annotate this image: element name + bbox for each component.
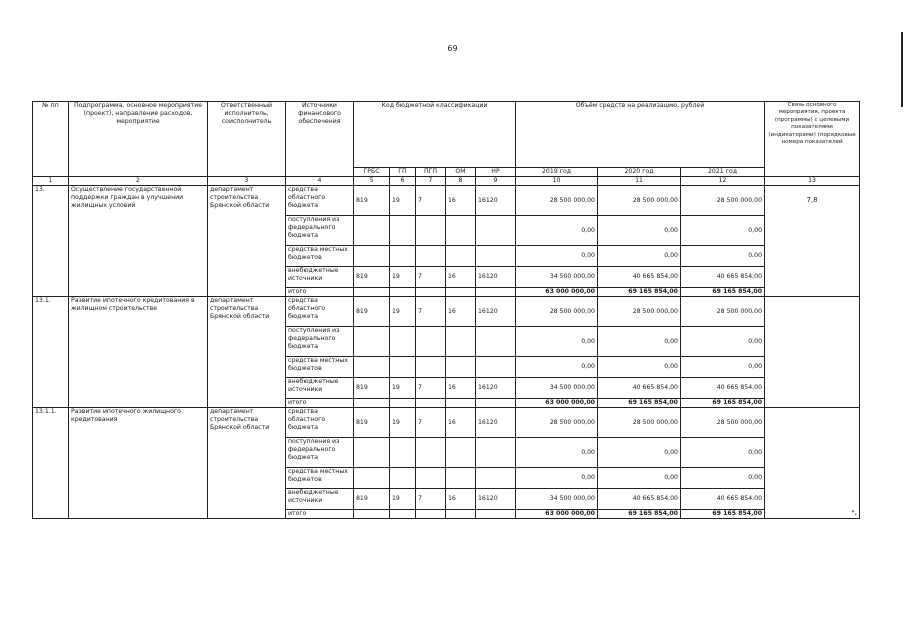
code-pgp	[416, 510, 446, 519]
code-grbs: 819	[354, 408, 390, 438]
value-2020: 0,00	[598, 357, 681, 378]
column-number-row	[33, 177, 860, 186]
value-2019: 0,00	[516, 438, 598, 468]
row-link: 7,8	[765, 186, 860, 297]
header-volume: Объём средств на реализацию, рублей	[516, 102, 765, 168]
code-pgp: 7	[416, 489, 446, 510]
header-year-2021: 2021 год	[681, 168, 765, 177]
row-source: внебюджетные источники	[286, 267, 354, 288]
total-2019: 63 000 000,00	[516, 510, 598, 519]
code-gp	[390, 510, 416, 519]
code-pgp	[416, 357, 446, 378]
code-pgp: 7	[416, 378, 446, 399]
row-source: средства областного бюджета	[286, 186, 354, 216]
code-om: 16	[446, 408, 476, 438]
code-om	[446, 246, 476, 267]
column-number: 10	[516, 177, 598, 186]
budget-table	[32, 101, 860, 519]
column-number: 1	[33, 177, 69, 186]
value-2021: 28 500 000,00	[681, 297, 765, 327]
total-2020: 69 165 854,00	[598, 510, 681, 519]
value-2021: 0,00	[681, 216, 765, 246]
code-pgp	[416, 246, 446, 267]
value-2020: 0,00	[598, 327, 681, 357]
value-2021: 0,00	[681, 327, 765, 357]
code-om	[446, 510, 476, 519]
code-gp	[390, 468, 416, 489]
code-gp: 19	[390, 297, 416, 327]
value-2020: 0,00	[598, 216, 681, 246]
column-number: 4	[286, 177, 354, 186]
code-pgp	[416, 399, 446, 408]
value-2019: 34 500 000,00	[516, 267, 598, 288]
row-num: 13.	[33, 186, 69, 297]
value-2021: 40 665 854,00	[681, 378, 765, 399]
column-number: 12	[681, 177, 765, 186]
header-row	[33, 102, 860, 168]
header-pgp: ПГП	[416, 168, 446, 177]
total-2021: 69 165 854,00	[681, 510, 765, 519]
row-name: Развитие ипотечного кредитования в жилищном строительстве	[69, 297, 208, 408]
code-gp: 19	[390, 378, 416, 399]
column-number: 3	[208, 177, 286, 186]
row-source: средства областного бюджета	[286, 297, 354, 327]
code-gp: 19	[390, 408, 416, 438]
header-year-2019: 2019 год	[516, 168, 598, 177]
code-pgp	[416, 327, 446, 357]
header-nr: НР	[476, 168, 516, 177]
code-grbs	[354, 288, 390, 297]
code-om	[446, 216, 476, 246]
header-num: № пп	[33, 102, 69, 177]
total-2020: 69 165 854,00	[598, 399, 681, 408]
value-2019: 0,00	[516, 468, 598, 489]
code-pgp: 7	[416, 297, 446, 327]
code-nr: 16120	[476, 186, 516, 216]
row-responsible: департамент строительства Брянской области	[208, 408, 286, 519]
code-pgp	[416, 438, 446, 468]
code-pgp	[416, 216, 446, 246]
value-2021: 0,00	[681, 357, 765, 378]
code-pgp	[416, 468, 446, 489]
row-name: Осуществление государственной поддержки граждан в улучшении жилищных условий	[69, 186, 208, 297]
code-pgp: 7	[416, 408, 446, 438]
code-nr	[476, 216, 516, 246]
column-number: 2	[69, 177, 208, 186]
value-2020: 40 665 854,00	[598, 489, 681, 510]
code-grbs	[354, 399, 390, 408]
column-number: 9	[476, 177, 516, 186]
code-nr	[476, 288, 516, 297]
code-pgp	[416, 288, 446, 297]
column-number: 7	[416, 177, 446, 186]
row-source: итого	[286, 510, 354, 519]
row-source: поступления из федерального бюджета	[286, 327, 354, 357]
total-2021: 69 165 854,00	[681, 399, 765, 408]
code-grbs	[354, 357, 390, 378]
value-2019: 0,00	[516, 327, 598, 357]
row-source: внебюджетные источники	[286, 489, 354, 510]
value-2019: 0,00	[516, 216, 598, 246]
row-responsible: департамент строительства Брянской области	[208, 186, 286, 297]
value-2020: 28 500 000,00	[598, 408, 681, 438]
code-pgp: 7	[416, 186, 446, 216]
code-grbs: 819	[354, 267, 390, 288]
value-2021: 40 665 854,00	[681, 267, 765, 288]
total-2020: 69 165 854,00	[598, 288, 681, 297]
code-gp: 19	[390, 267, 416, 288]
row-num: 13.1.	[33, 297, 69, 408]
code-nr: 16120	[476, 297, 516, 327]
value-2021: 0,00	[681, 438, 765, 468]
code-nr	[476, 438, 516, 468]
code-gp	[390, 327, 416, 357]
value-2019: 0,00	[516, 357, 598, 378]
total-2021: 69 165 854,00	[681, 288, 765, 297]
row-source: средства местных бюджетов	[286, 246, 354, 267]
header-sources: Источники финансового обеспечения	[286, 102, 354, 177]
code-grbs	[354, 510, 390, 519]
value-2020: 28 500 000,00	[598, 297, 681, 327]
code-grbs	[354, 468, 390, 489]
code-gp	[390, 357, 416, 378]
code-om: 16	[446, 186, 476, 216]
column-number: 5	[354, 177, 390, 186]
code-gp	[390, 438, 416, 468]
column-number: 13	[765, 177, 860, 186]
code-om	[446, 288, 476, 297]
row-source: итого	[286, 399, 354, 408]
value-2020: 0,00	[598, 438, 681, 468]
code-gp: 19	[390, 489, 416, 510]
code-grbs: 819	[354, 378, 390, 399]
code-om: 16	[446, 378, 476, 399]
code-om	[446, 399, 476, 408]
code-nr: 16120	[476, 408, 516, 438]
row-source: средства местных бюджетов	[286, 468, 354, 489]
header-link: Связь основного мероприятия, проекта (программы) с целевыми показателями (индикаторами) (порядковые номера показателей	[765, 102, 860, 177]
row-source: поступления из федерального бюджета	[286, 216, 354, 246]
code-om	[446, 438, 476, 468]
value-2021: 28 500 000,00	[681, 186, 765, 216]
header-year-2020: 2020 год	[598, 168, 681, 177]
page-number: 69	[447, 44, 458, 53]
code-nr	[476, 327, 516, 357]
table-row	[33, 186, 860, 216]
value-2020: 40 665 854,00	[598, 378, 681, 399]
code-grbs: 819	[354, 489, 390, 510]
row-name: Развитие ипотечного жилищного кредитования	[69, 408, 208, 519]
value-2019: 28 500 000,00	[516, 297, 598, 327]
code-grbs	[354, 438, 390, 468]
code-nr: 16120	[476, 489, 516, 510]
value-2020: 0,00	[598, 468, 681, 489]
code-gp	[390, 399, 416, 408]
column-number: 8	[446, 177, 476, 186]
code-om: 16	[446, 267, 476, 288]
header-grbs: ГРБС	[354, 168, 390, 177]
value-2020: 28 500 000,00	[598, 186, 681, 216]
row-responsible: департамент строительства Брянской области	[208, 297, 286, 408]
value-2020: 40 665 854,00	[598, 267, 681, 288]
value-2019: 34 500 000,00	[516, 378, 598, 399]
header-gp: ГП	[390, 168, 416, 177]
code-om	[446, 327, 476, 357]
value-2020: 0,00	[598, 246, 681, 267]
table-row	[33, 297, 860, 327]
row-source: внебюджетные источники	[286, 378, 354, 399]
end-mark: ".	[765, 408, 860, 519]
code-grbs	[354, 327, 390, 357]
value-2021: 0,00	[681, 246, 765, 267]
code-nr: 16120	[476, 267, 516, 288]
code-grbs	[354, 216, 390, 246]
code-grbs: 819	[354, 297, 390, 327]
code-pgp: 7	[416, 267, 446, 288]
column-number: 6	[390, 177, 416, 186]
row-source: средства областного бюджета	[286, 408, 354, 438]
row-source: итого	[286, 288, 354, 297]
code-gp	[390, 216, 416, 246]
value-2019: 34 500 000,00	[516, 489, 598, 510]
row-num: 13.1.1.	[33, 408, 69, 519]
code-nr	[476, 357, 516, 378]
row-source: поступления из федерального бюджета	[286, 438, 354, 468]
header-om: ОМ	[446, 168, 476, 177]
code-nr: 16120	[476, 378, 516, 399]
code-om	[446, 468, 476, 489]
code-gp: 19	[390, 186, 416, 216]
table-row	[33, 408, 860, 438]
code-om	[446, 357, 476, 378]
code-grbs	[354, 246, 390, 267]
value-2021: 40 665 854,00	[681, 489, 765, 510]
page-edge-mark	[901, 32, 903, 107]
value-2019: 28 500 000,00	[516, 186, 598, 216]
total-2019: 63 000 000,00	[516, 399, 598, 408]
code-om: 16	[446, 489, 476, 510]
row-link	[765, 297, 860, 408]
code-nr	[476, 510, 516, 519]
row-source: средства местных бюджетов	[286, 357, 354, 378]
code-gp	[390, 288, 416, 297]
code-gp	[390, 246, 416, 267]
header-responsible: Ответственный исполнитель, соисполнитель	[208, 102, 286, 177]
code-nr	[476, 399, 516, 408]
code-om: 16	[446, 297, 476, 327]
column-number: 11	[598, 177, 681, 186]
total-2019: 63 000 000,00	[516, 288, 598, 297]
code-grbs: 819	[354, 186, 390, 216]
code-nr	[476, 468, 516, 489]
value-2021: 0,00	[681, 468, 765, 489]
value-2019: 28 500 000,00	[516, 408, 598, 438]
value-2021: 28 500 000,00	[681, 408, 765, 438]
header-subprogram: Подпрограмма, основное мероприятие (проект), направление расходов, мероприятие	[69, 102, 208, 177]
value-2019: 0,00	[516, 246, 598, 267]
code-nr	[476, 246, 516, 267]
header-budget-code: Код бюджетной классификации	[354, 102, 516, 168]
